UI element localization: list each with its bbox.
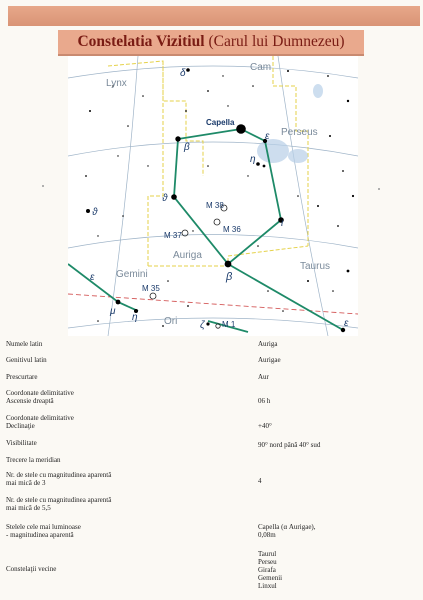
row-label: Trecere la meridian [6, 456, 61, 464]
row-value: Auriga [258, 340, 278, 348]
star-zeta-tau [206, 322, 209, 325]
label-iota: ι [281, 218, 284, 229]
star-map-svg [68, 56, 358, 336]
star-zeta [263, 165, 266, 168]
label-m35: M 35 [142, 284, 160, 293]
top-decorative-band [8, 6, 420, 26]
row-label: Nr. de stele cu magnitudinea aparentă mai mică de 3 [6, 471, 112, 487]
star-beta-tau [225, 261, 232, 268]
row-label: Stelele cele mai luminoase - magnitudinea aparentă [6, 523, 81, 539]
label-gem-epsilon: ε [90, 272, 95, 283]
row-label: Coordonate delimitative Declinaţie [6, 414, 74, 430]
label-eta: η [250, 154, 256, 165]
row-label: Nr. de stele cu magnitudinea aparentă mai mică de 5,5 [6, 496, 112, 512]
label-beta-tau: β [226, 271, 233, 283]
page-title [58, 30, 364, 56]
title-subtitle: (Carul lui Dumnezeu) [208, 33, 345, 50]
star-map [68, 56, 358, 336]
label-perseus: Perseus [281, 127, 318, 138]
label-m36: M 36 [223, 225, 241, 234]
label-gem-mu: μ [110, 306, 116, 317]
row-label: Genitivul latin [6, 356, 47, 364]
label-cam: Cam [250, 62, 272, 73]
label-zeta: ζ [200, 320, 205, 331]
margin-speck [42, 185, 44, 187]
label-auriga: Auriga [173, 250, 202, 261]
row-label: Numele latin [6, 340, 43, 348]
star-west-theta [86, 209, 90, 213]
row-label: Coordonate delimitative Ascensie dreaptă [6, 389, 74, 405]
label-theta: ϑ [162, 193, 168, 204]
row-label: Visibilitate [6, 439, 37, 447]
star-capella [236, 124, 246, 134]
row-value: Taurul Perseu Girafa Gemenii Linxul [258, 550, 283, 590]
label-tau-epsilon: ε [344, 318, 349, 329]
label-ori: Ori [164, 316, 178, 327]
label-lynx: Lynx [106, 78, 127, 89]
label-m37: M 37 [164, 231, 182, 240]
row-value: 90° nord până 40° sud [258, 441, 321, 449]
star-beta [175, 136, 180, 141]
row-label: Constelaţii vecine [6, 565, 57, 573]
row-value: Capella (α Aurigae), 0,08m [258, 523, 316, 539]
label-capella: Capella [206, 118, 235, 127]
map-background [68, 56, 358, 336]
row-value: Aur [258, 373, 269, 381]
label-gem-eta: η [132, 312, 138, 323]
label-m38: M 38 [206, 201, 224, 210]
label-beta: β [184, 142, 190, 153]
title-main: Constelatia Vizitiul [77, 33, 205, 50]
label-epsilon: ε [265, 131, 270, 142]
row-value: Aurigae [258, 356, 281, 364]
label-taurus: Taurus [300, 261, 331, 272]
row-value: 4 [258, 477, 262, 485]
label-gemini: Gemini [116, 269, 148, 280]
star-eta [256, 162, 260, 166]
label-west-theta: ϑ [92, 207, 98, 218]
row-value: +40° [258, 422, 272, 430]
star-delta [186, 68, 190, 72]
row-label: Prescurtare [6, 373, 38, 381]
star-theta [171, 194, 177, 200]
row-value: 06 h [258, 397, 271, 405]
margin-speck [378, 188, 380, 190]
star-gem-mu [116, 300, 121, 305]
label-delta: δ [180, 68, 186, 79]
label-m1: M 1 [222, 320, 236, 329]
